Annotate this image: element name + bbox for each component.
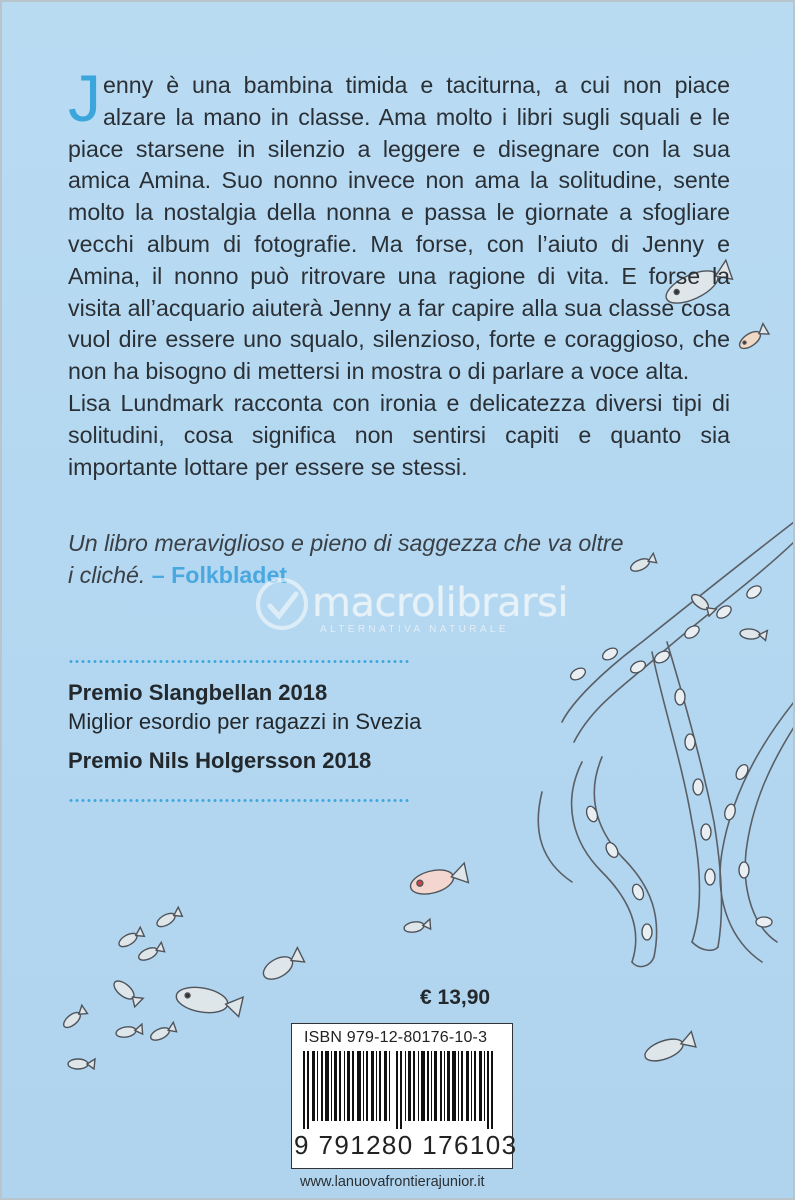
watermark-name: macrolibrarsi (312, 580, 568, 626)
barcode-icon (303, 1051, 499, 1129)
price: € 13,90 (420, 986, 491, 1009)
barcode-digits: 9 791280 176103 (294, 1130, 518, 1160)
drop-cap: J (68, 61, 101, 135)
award-subtitle-1: Miglior esordio per ragazzi in Svezia (68, 709, 422, 734)
watermark-tagline: ALTERNATIVA NATURALE (320, 624, 509, 635)
quote-source: – Folkbladet (151, 561, 288, 588)
quote-text: Un libro meraviglioso e pieno di saggezza che va oltre i cliché. (68, 530, 624, 588)
synopsis-text-1: enny è una bambina timida e taciturna, a cui non piace alzare la mano in classe. Ama molto i libri sugli squali e le piace starsene in silenzio a leggere e disegnare con la sua amica Amina. Suo nonno invece non ama la solitudine, sente molto la nostalgia della nonna e passa le giornate a sfogliare vecchi album di fotografie. Ma forse, con l’aiuto di Jenny e Amina, il nonno può ritrovare una ragione di vita. E forse la visita all’acquario aiuterà Jenny a far capire alla sua classe cosa vuol dire essere uno squalo, silenzioso, forte e coraggioso, che non ha bisogno di mettersi in mostra o di parlare a voce alta. (68, 72, 730, 385)
synopsis-paragraph-2: Lisa Lundmark racconta con ironia e delicatezza diversi tipi di solitudini, cosa significa non sentirsi capiti e quanto sia importante lottare per essere se stessi. (68, 389, 730, 480)
divider-bottom (68, 799, 410, 802)
synopsis (68, 61, 730, 483)
watermark-logo-icon (252, 574, 312, 634)
isbn-label: ISBN 979-12-80176-10-3 (304, 1029, 488, 1046)
award-title-2: Premio Nils Holgersson 2018 (68, 748, 372, 773)
synopsis-paragraph-1 (68, 61, 730, 388)
publisher-website: www.lanuovafrontierajunior.it (300, 1174, 485, 1190)
divider-top (68, 660, 410, 663)
award-title-1: Premio Slangbellan 2018 (68, 680, 328, 705)
